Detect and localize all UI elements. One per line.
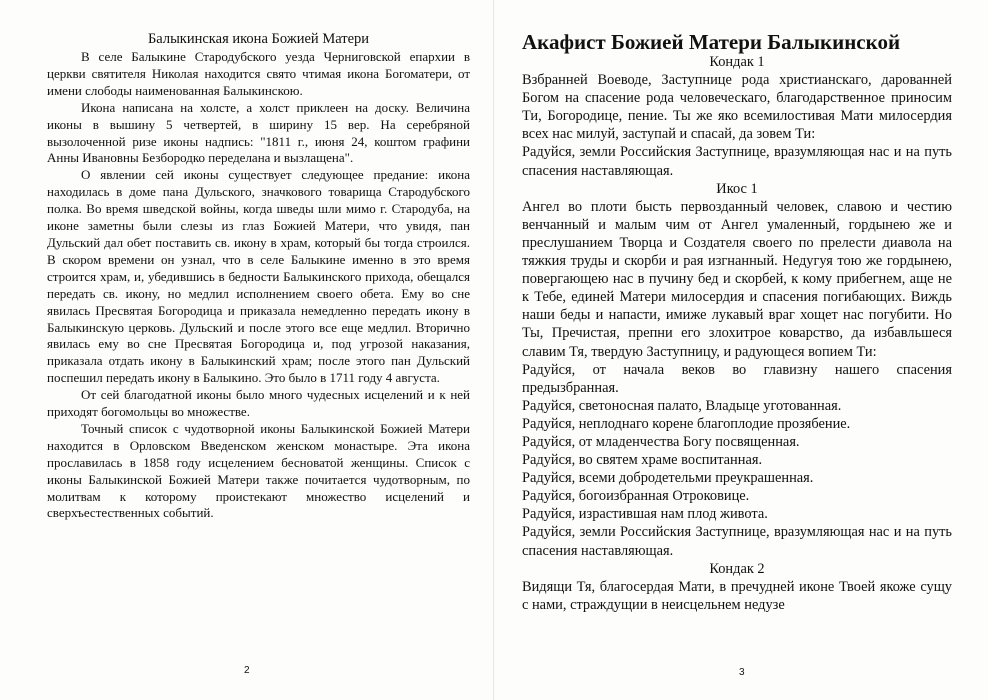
chairetismos: Радуйся, всеми добродетельми преукрашенная. — [522, 470, 814, 487]
ikos-1-text: Ангел во плоти бысть первозданный человек, славою и честию венчанный и малым чим от Ангел умаленный, гордынею же и преслушанием Творца и Создателя своего по прелести диавола на тяжкия труды и скорби и рая изгнанный. Недугуя тою же гордынею, повергающею нас в пучину бед и скорбей, к кому прибегнем, аще не к Тебе, единей Матери милосердия и спасения погибающих. Виждь наши беды и напасти, имиже лукавый враг хощет нас погубити. Но Ты, Пречистая, препни его злохитрое коварство, да избавльшеся славим Тя, твердую Заступницу, и радующеся вопием Ти: — [522, 198, 952, 360]
chairetismos: Радуйся, светоносная палато, Владыце уготованная. — [522, 397, 842, 414]
chairetismos-refrain: Радуйся, земли Российския Заступнице, вразумляющая нас и на путь спасения наставляющая. — [522, 524, 952, 559]
kondak-1-refrain: Радуйся, земли Российския Заступнице, вразумляющая нас и на путь спасения наставляющая. — [522, 144, 952, 179]
right-column — [522, 53, 952, 614]
chairetismos: Радуйся, во святем храме воспитанная. — [522, 452, 763, 469]
akathist-title: Акафист Божией Матери Балыкинской — [522, 30, 901, 54]
paragraph-location: В селе Балыкине Стародубского уезда Черниговской епархии в церкви святителя Николая находится свято чтимая икона Богоматери, от имени слободы наименованная Балыкинскою. — [47, 49, 470, 98]
kondak-1-text: Взбранней Воеводе, Заступнице рода христианскаго, дарованней Богом на спасение рода человеческаго, благодарственное приносим Ти, Богородице, пение. Ты же яко всемилостивая Мати милосердия всех нас милуй, заступай и спасай, да зовем Ти: — [522, 72, 952, 143]
paragraph-description: Икона написана на холсте, а холст приклеен на доску. Величина иконы в вышину 5 четвертей, в ширину 15 вер. На серебряной вызолоченной ризе иконы надпись: "1811 г., июня 24, коштом графини Анны Ивановны Безбородко переделана и вызлащена". — [47, 99, 470, 166]
page-number-left: 2 — [244, 665, 250, 676]
paragraph-copy: Точный список с чудотворной иконы Балыкинской Божией Матери находится в Орловском Введенском женском монастыре. Эта икона прославилась в 1858 году исцелением бесноватой женщины. Список с иконы Балыкинской Божией Матери также почитается чудотворным, по молитвам к которому проистекают множество исцелений и сверхъестественных событий. — [47, 420, 470, 521]
chairetismos: Радуйся, неплоднаго корене благоплодие прозябение. — [522, 415, 851, 432]
chairetismos: Радуйся, от младенчества Богу посвященная. — [522, 433, 800, 450]
paragraph-healings: От сей благодатной иконы было много чудесных исцелений и к ней приходят богомольцы во множестве. — [47, 387, 470, 420]
kondak-2-text: Видящи Тя, благосердая Мати, в пречудней иконе Твоей якоже сущу с нами, страждущии в неисцельнем недузе — [522, 578, 952, 613]
chairetismos: Радуйся, израстившая нам плод живота. — [522, 506, 768, 523]
chairetismos: Радуйся, богоизбранная Отроковице. — [522, 488, 750, 505]
kondak-1-heading: Кондак 1 — [709, 54, 765, 70]
kondak-2-heading: Кондак 2 — [709, 560, 765, 577]
left-page-title: Балыкинская икона Божией Матери — [147, 31, 370, 47]
chairetismos: Радуйся, от начала веков во главизну нашего спасения предызбранная. — [522, 361, 952, 396]
paragraph-legend: О явлении сей иконы существует следующее предание: икона находилась в доме пана Дульского, значкового товарища Стародубского полка. Во время шведской войны, когда шведы шли мимо г. Стародуба, на иконе заметны были слезы из глаз Божией Матери, что увидя, пан Дульский дал обет поставить св. икону в храм, который бы тогда строился. В скором времени он узнал, что в селе Балыкине именно в это время строится храм, и, убедившись в бедности Балыкинского прихода, обещался передать св. икону, но медлил исполнением своего обета. Ему во сне явилась Пресвятая Богородица и приказала немедленно передать икону в Балыкинскую церковь. Дульский и после этого все еще медлил. Вторично явилась ему во сне Пресвятая Богородица и, под угрозой наказания, приказала отдать икону в Балыкинский храм; после этого пан Дульский поспешил передать икону в Балыкино. Это было в 1711 году 4 августа. — [47, 167, 470, 386]
ikos-1-heading: Икос 1 — [716, 180, 758, 197]
page-number-right: 3 — [739, 667, 745, 678]
